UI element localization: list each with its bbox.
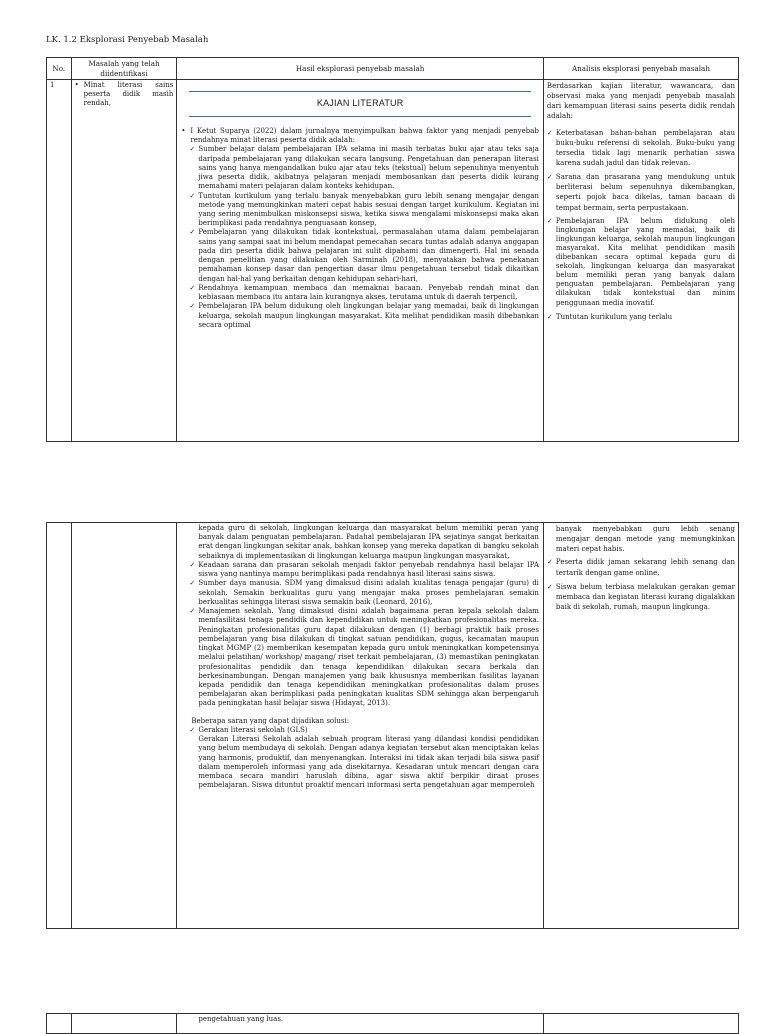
list-item: ✓ Pembelajaran yang dilakukan tidak kontekstual, permasalahan utama dalam pembelajaran sains yang sampai saat ini belum mendapat pemecahan secara tuntas adalah adanya anggapan pada diri peserta didik bahwa pelajaran ini sulit dipahami dan dimengerti. Hal ini senada dengan penelitian yang dilakukan oleh Sarminah (2018), menyatakan bahwa penekanan pemahaman konsep dasar dan pengertian dasar ilmu pengetahuan tersebut tidak dikaitkan dengan hal-hal yang berkaitan dengan kehidupan sehari-hari,: [189, 228, 539, 283]
check-icon: ✓: [189, 228, 196, 237]
header-analisis: Analisis eksplorasi penyebab masalah: [543, 58, 738, 80]
check-icon: ✓: [546, 173, 553, 182]
hasil-continuation: pengetahuan yang luas.: [198, 1015, 284, 1023]
list-item: ✓ Tuntutan kurikulum yang terlalu banyak menyebabkan guru lebih senang mengajar dengan metode yang memungkinkan materi cepat habis sesuai dengan target kurikulum. Kegiatan ini yang sering menimbulkan miskonsepsi siswa, ketika siswa mengalami miskonsepsi maka akan berimplikasi pada rendahnya penguasaan konsep,: [189, 191, 539, 228]
list-item: ✓ Manajemen sekolah. Yang dimaksud disini adalah bagaimana peran kepala sekolah dalam memfasilitasi tenaga pendidik dan kependidikan untuk meningkatkan profesionalitas mereka. Peningkatan profesionalitas guru dapat dilakukan dengan (1) berbagi praktik baik proses pembelajaran yang bisa dilakukan di tingkat satuan pendidikan, gugus, kecamatan maupun tingkat MGMP (2) memberikan kesempatan kepada guru untuk meningkatkan kompetensinya melalui pelatihan/ workshop/ magang/ riset terkait pembelajaran, (3) memastikan peningkatan profesionalitas pendidik dan tenaga kependidikan dilakukan secara berkala dan berkesinambungan. Dengan manajemen yang baik khususnya memberikan fasilitas layanan kepada pendidik dan tenaga kependidikan meningkatkan profesionalitas dalam proses pembelajaran akan berimplikasi pada peningkatan kualitas SDM sehingga akan berpengaruh pada peningkatan hasil belajar siswa (Hidayat, 2013).: [189, 607, 539, 708]
list-item: ✓ Siswa belum terbiasa melakukan gerakan gemar membaca dan kegiatan literasi kurang digalakkan baik di sekolah, rumah, maupun lingkunga.: [546, 582, 735, 611]
list-item: • Minat literasi sains peserta didik masih rendah,: [74, 81, 174, 108]
table-page-1: [46, 57, 739, 442]
check-icon: ✓: [189, 145, 196, 154]
list-item: ✓ Sumber belajar dalam pembelajaran IPA selama ini masih terbatas buku ajar atau teks saja daripada pembelajaran yang dilakukan secara langsung. Pengetahuan dan penerapan literasi sains yang hanya mengandalkan buku ajar atau teks (tekstual) belum sepenuhnya menyentuh jiwa peserta didik, akibatnya pelajaran menjadi membosankan dan peserta didik kurang memahami materi pelajaran dalam konteks kehidupan.: [189, 145, 539, 191]
header-hasil: Hasil eksplorasi penyebab masalah: [177, 58, 544, 80]
check-icon: ✓: [546, 558, 553, 567]
check-icon: ✓: [546, 582, 553, 591]
check-icon: ✓: [189, 191, 196, 200]
saran-intro: Beberapa saran yang dapat dijadikan solusi:: [191, 716, 350, 725]
saran-body: Gerakan Literasi Sekolah adalah sebuah program literasi yang dilandasi kondisi pendidikan yang belum membudaya di sekolah. Dengan adanya kegiatan tersebut akan menciptakan kelas yang harmonis, produktif, dan menyenangkan. Interaksi ini tidak akan terjadi bila siswa pasif dalam memperoleh informasi yang ada disekitarnya. Kesadaran untuk mencari dengan cara membaca secara mandiri haruslah dibina, agar siswa aktif berpikir diraat proses pembelajaran. Siswa dituntut proaktif mencari informasi serta pengetahuan agar memperoleh: [198, 735, 539, 790]
analisis-cell: [543, 523, 738, 929]
list-item: ✓ Pembelajaran IPA belum didukung oleh lingkungan belajar yang memadai, baik di lingkungan keluarga, sekolah maupun lingkungan masyarakat. Kita melihat pendidikan masih dibebankan secara optimal kepada guru di sekolah, lingkungan keluarga dan masyarakat belum memiliki peran yang banyak dalam penguatan pembelajaran. Pembelajaran yang dilakukan tidak kontekstual dan minim penggunaan media inovatif.: [546, 216, 735, 307]
document-title: LK. 1.2 Eksplorasi Penyebab Masalah: [46, 35, 209, 45]
list-item: ✓ Gerakan literasi sekolah (GLS): [189, 725, 308, 734]
row-number: 1: [47, 80, 72, 442]
list-item: ✓ Peserta didik jaman sekarang lebih senang dan tertarik dengan game online,: [546, 558, 735, 577]
check-icon: ✓: [189, 579, 196, 588]
kajian-literatur-heading: KAJIAN LITERATUR: [189, 91, 531, 117]
table-row: [47, 523, 739, 929]
hasil-cell: [177, 523, 544, 929]
check-icon: ✓: [189, 302, 196, 311]
analisis-intro: Berdasarkan kajian literatur, wawancara, dan observasi maka yang menjadi penyebab masalah dari kemampuan literasi sains peserta didik rendah adalah:: [546, 82, 735, 121]
check-icon: ✓: [546, 312, 553, 321]
list-item: ✓ Sumber daya manusia. SDM yang dimaksud disini adalah kualitas tenaga pengajar (guru) di sekolah. Semakin berkualitas guru yang mengajar maka proses pembelajaran semakin berkualitas sehingga literasi siswa semakin baik (Leonard, 2016),: [189, 579, 539, 606]
list-item: ✓ Rendahnya kemampuan membaca dan memaknai bacaan. Penyebab rendah minat dan kebiasaan membaca itu antara lain kurangnya akses, terutama untuk di daerah terpencil,: [189, 283, 539, 302]
table-page-2: [46, 522, 739, 929]
hasil-intro: I Ketut Suparya (2022) dalam jurnalnya menyimpulkan bahwa faktor yang menjadi penyebab rendahnya minat literasi peserta didik adalah:: [190, 126, 539, 145]
bullet-icon: •: [181, 126, 186, 135]
bullet-icon: •: [74, 81, 79, 89]
analisis-cell: [543, 80, 738, 442]
list-item: ✓ Tuntutan kurikulum yang terlalu: [546, 312, 673, 321]
masalah-cell: [71, 80, 177, 442]
hasil-cell: [177, 80, 544, 442]
list-item: ✓ Keadaan sarana dan prasaran sekolah menjadi faktor penyebab rendahnya hasil belajar IPA siswa yang nantinya mampu berimplikasi pada rendahnya hasil literasi sains siswa.: [189, 560, 539, 579]
table-row: [47, 80, 739, 442]
analisis-continuation: banyak menyebabkan guru lebih senang mengajar dengan metode yang memungkinkan materi cepat habis.: [555, 525, 735, 554]
list-item: ✓ Sarana dan prasarana yang mendukung untuk berliterasi belum sepenuhnya dikembangkan, seperti pojok baca dikelas, taman bacaan di tempat bermain, serta perpustakaan.: [546, 173, 735, 212]
check-icon: ✓: [189, 607, 196, 616]
check-icon: ✓: [546, 128, 553, 137]
hasil-continuation: kepada guru di sekolah, lingkungan keluarga dan masyarakat belum memiliki peran yang banyak dalam penguatan pembelajaran. Padahal pembelajaran IPA sejatinya sangat berkaitan erat dengan lingkungan sekitar anak, bahkan konsep yang mereka dapatkan di bangku sekolah sebaiknya di implementasikan di lingkungan keluarga maupun lingkungan masyarakat,: [198, 524, 539, 560]
list-item: [181, 127, 539, 145]
check-icon: ✓: [546, 216, 553, 225]
check-icon: ✓: [189, 560, 196, 569]
header-no: No.: [47, 58, 72, 80]
check-icon: ✓: [189, 283, 196, 292]
table-header-row: [47, 58, 739, 80]
list-item: ✓ Pembelajaran IPA belum didukung oleh lingkungan belajar yang memadai, baik di lingkungan keluarga, sekolah maupun lingkungan masyarakat. Kita melihat pendidikan masih dibebankan secara optimal: [189, 302, 539, 329]
list-item: ✓ Keterbatasan bahan-bahan pembelajaran atau buku-buku referensi di sekolah. Buku-buku yang tersedia tidak lagi menarik perhatian siswa karena sudah jadul dan tidak relevan.: [546, 128, 735, 167]
check-icon: ✓: [189, 725, 196, 734]
header-masalah: Masalah yang telah diidentifikasi: [71, 58, 177, 80]
